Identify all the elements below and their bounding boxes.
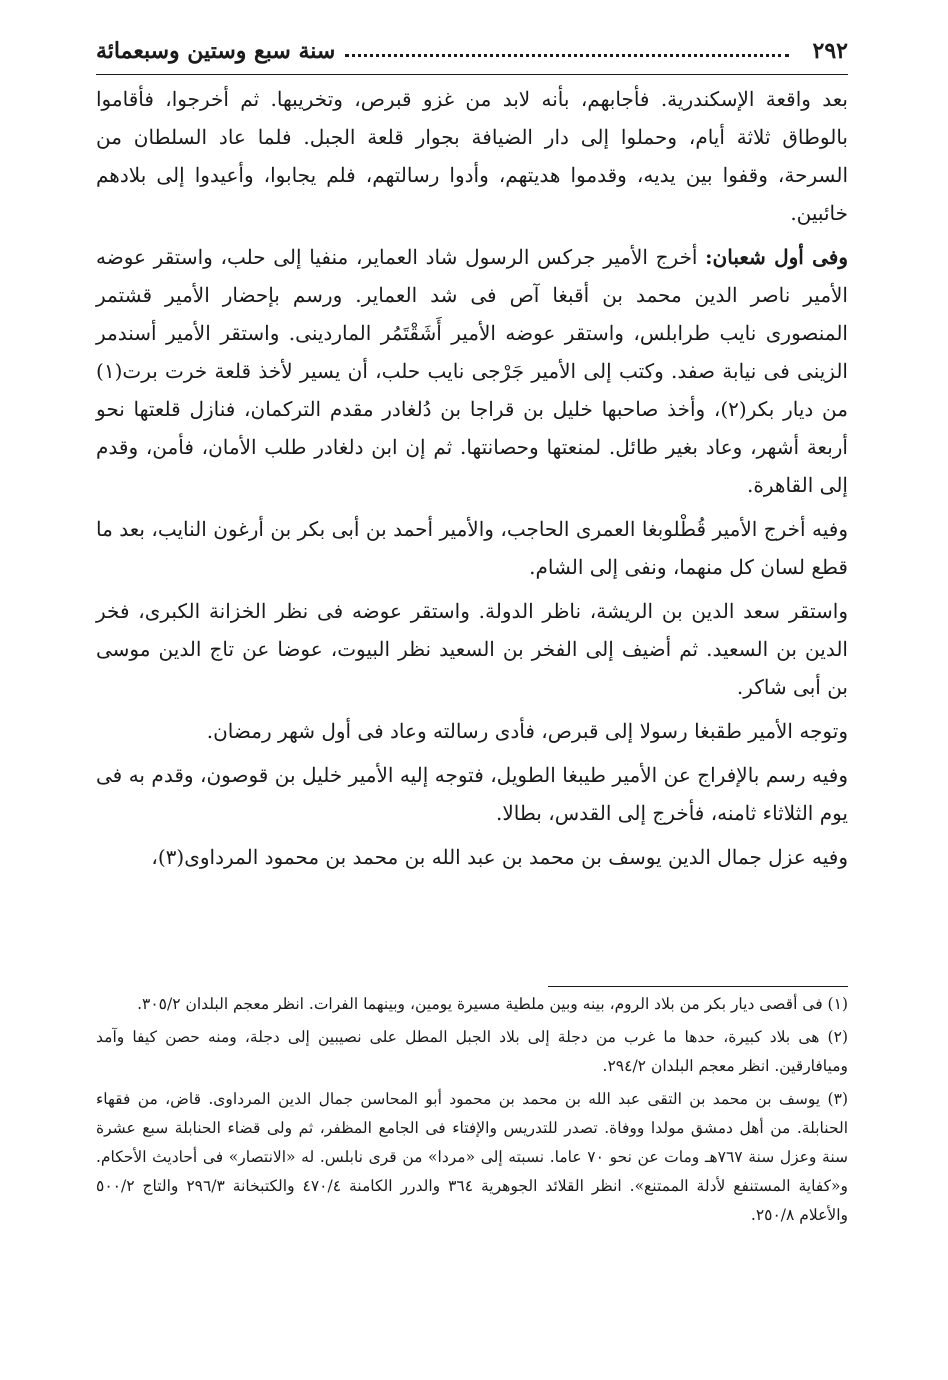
paragraph-5: وتوجه الأمير طقبغا رسولا إلى قبرص، فأدى رسالته وعاد فى أول شهر رمضان. xyxy=(206,719,848,743)
header-dot-leader xyxy=(345,54,788,57)
paragraph-7: وفيه عزل جمال الدين يوسف بن محمد بن عبد الله بن محمد بن محمود المرداوى(٣)، xyxy=(151,845,848,869)
page-number: ٢٩٢ xyxy=(812,38,848,64)
footnotes xyxy=(96,990,848,1234)
header-rule xyxy=(96,74,848,75)
footnote-3: (٣) يوسف بن محمد بن التقى عبد الله بن محمد بن محمود أبو المحاسن جمال الدين المرداوى. قاض، من فقهاء الحنابلة. من أهل دمشق مولدا ووفاة. تصدر للتدريس والإفتاء فى الجامع المظفر، ثم ولى قضاء الحنابلة سبع عشرة سنة وعزل سنة ٧٦٧هـ ومات عن نحو ٧٠ عاما. نسبته إلى «مردا» من قرى نابلس. له «الانتصار» فى أحاديث الأحكام. و«كفاية المستنفع لأدلة الممتنع». انظر القلائد الجوهرية ٣٦٤ والدرر الكامنة ٤٧٠/٤ والكتبخانة ٢٩٦/٣ والتاج ٥٠٠/٢ والأعلام ٢٥٠/٨. xyxy=(96,1090,848,1224)
page-header xyxy=(96,34,848,68)
paragraph-2-text: أخرج الأمير جركس الرسول شاد العماير، منفيا إلى حلب، واستقر عوضه الأمير ناصر الدين محمد بن أقبغا آص فى شد العماير. ورسم بإحضار الأمير قشتمر المنصورى نايب طرابلس، واستقر عوضه الأمير أَشَقْتَمُر الماردينى. واستقر الأمير أسندمر الزينى فى نيابة صفد. وكتب إلى الأمير جَرْجى نايب حلب، أن يسير لأخذ قلعة خرت برت(١) من ديار بكر(٢)، وأخذ صاحبها خليل بن قراجا بن دُلغادر مقدم التركمان، فنازل قلعتها نحو أربعة أشهر، وعاد بغير طائل. لمنعتها وحصانتها. ثم إن ابن دلغادر طلب الأمان، فأمن، وقدم إلى القاهرة. xyxy=(96,245,848,497)
paragraph-2 xyxy=(96,238,848,504)
paragraph-3: وفيه أخرج الأمير قُطْلوبغا العمرى الحاجب، والأمير أحمد بن أبى بكر بن أرغون النايب، بعد ما قطع لسان كل منهما، ونفى إلى الشام. xyxy=(96,517,848,579)
paragraph-4: واستقر سعد الدين بن الريشة، ناظر الدولة. واستقر عوضه فى نظر الخزانة الكبرى، فخر الدين بن السعيد. ثم أضيف إلى الفخر بن السعيد نظر البيوت، عوضا عن تاج الدين موسى بن أبى شاكر. xyxy=(96,599,848,699)
running-title: سنة سبع وستين وسبعمائة xyxy=(96,38,336,64)
paragraph-2-lead: وفى أول شعبان: xyxy=(705,245,848,269)
main-text xyxy=(96,80,848,882)
footnote-2: (٢) هى بلاد كبيرة، حدها ما غرب من دجلة إلى بلاد الجبل المطل على نصيبين إلى دجلة، ومنه حصن كيفا وآمد وميافارقين. انظر معجم البلدان ٢٩٤/٢. xyxy=(96,1028,848,1075)
footnote-rule xyxy=(548,986,848,987)
paragraph-6: وفيه رسم بالإفراج عن الأمير طيبغا الطويل، فتوجه إليه الأمير خليل بن قوصون، وقدم به فى يوم الثلاثاء ثامنه، فأخرج إلى القدس، بطالا. xyxy=(96,763,848,825)
footnote-1: (١) فى أقصى ديار بكر من بلاد الروم، بينه وبين ملطية مسيرة يومين، وبينهما الفرات. انظر معجم البلدان ٣٠٥/٢. xyxy=(137,995,848,1013)
paragraph-1: بعد واقعة الإسكندرية. فأجابهم، بأنه لابد من غزو قبرص، وتخريبها. ثم أخرجوا، فأقاموا بالوطاق ثلاثة أيام، وحملوا إلى دار الضيافة بجوار قلعة الجبل. فلما عاد السلطان من السرحة، وقفوا بين يديه، وقدموا هديتهم، وأدوا رسالتهم، فلم يجابوا، وأعيدوا إلى بلادهم خائبين. xyxy=(96,87,848,225)
